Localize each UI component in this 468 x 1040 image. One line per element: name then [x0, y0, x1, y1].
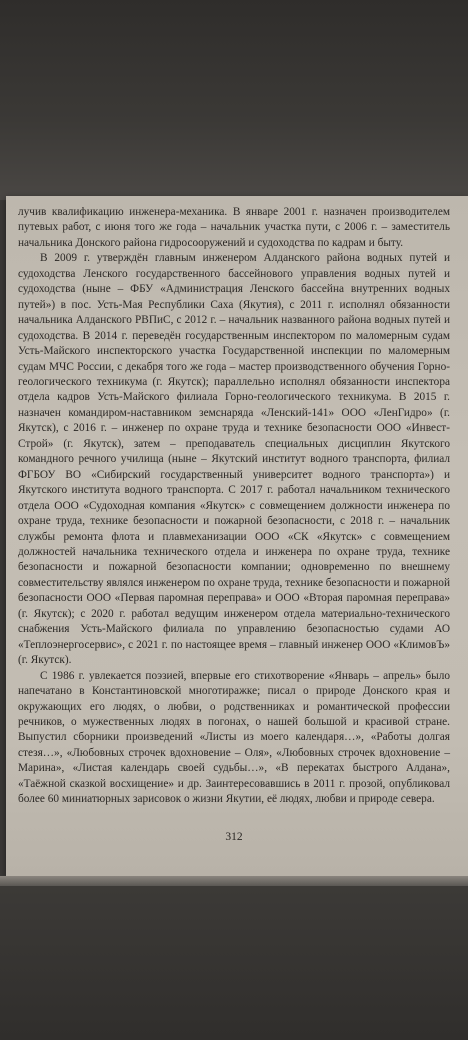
- background-bottom: [0, 886, 468, 1040]
- page-number: 312: [225, 831, 243, 843]
- page-text: [18, 205, 450, 808]
- paragraph-3: С 1986 г. увлекается поэзией, впервые его стихотворение «Январь – апрель» было напечатано в Константиновской многотиражке; писал о природе Донского края и окружающих его людях, о любви, о родственниках и романтической профессии речников, о мужественных людях в погонах, о нашей большой и красивой стране. Выпустил сборники произведений «Листы из моего календаря…», «Работы долгая стезя…», «Любовных строчек вдохновение – Оля», «Любовных строчек вдохновение – Марина», «Листая календарь своей судьбы…», «В перекатах быстрого Алдана», «Таёжной сказкой восхищение» и др. Заинтересовавшись в 2011 г. прозой, опубликовал более 60 миниатюрных зарисовок о жизни Якутии, её людях, любви и природе севера.: [18, 669, 450, 806]
- background-top: [0, 0, 468, 200]
- paragraph-1: лучив квалификацию инженера-механика. В январе 2001 г. назначен производителем путевых работ, с июня того же года – начальник участка пути, с 2006 г. – заместитель начальника Донского района гидросооружений и судоходства по кадрам и быту.: [18, 206, 450, 249]
- page-edge: [0, 876, 468, 886]
- paragraph-2: В 2009 г. утверждён главным инженером Алданского района водных путей и судоходства Ленского государственного бассейнового управления водных путей и судоходства (ныне – ФБУ «Администрация Ленского бассейна внутренних водных путей») в пос. Усть-Мая Республики Саха (Якутия), с 2011 г. исполнял обязанности начальника Алданского РВПиС, с 2012 г. – начальник названного района водных путей и судоходства. В 2014 г. переведён государственным инспектором по маломерным судам Усть-Майского инспекторского участка Государственной инспекции по маломерным судам МЧС России, с декабря того же года – мастер производственного обучения Горно-геологического техникума (г. Якутск); параллельно исполнял обязанности инспектора отдела кадров Усть-Майского филиала Горно-геологического техникума. В 2015 г. назначен командиром-наставником земснаряда «Ленский-141» ООО «ЛенГидро» (г. Якутск), с 2016 г. – инженер по охране труда и технике безопасности ООО «Инвест-Строй» (г. Якутск), затем – преподаватель специальных дисциплин Якутского командного речного училища (ныне – Якутский институт водного транспорта, филиал ФГБОУ ВО «Сибирский государственный университет водного транспорта») и Якутского института водного транспорта. С 2017 г. работал начальником технического отдела ООО «Судоходная компания «Якутск» с совмещением должности инженера по охране труда, технике безопасности и пожарной безопасности, с 2018 г. – начальник службы ремонта флота и плавмеханизации ООО «СК «Якутск» с совмещением должностей начальника технического отдела и инженера по охране труда, технике безопасности и пожарной безопасности компании; одновременно по внешнему совместительству являлся инженером по охране труда, технике безопасности и пожарной безопасности ООО «Первая паромная переправа» и ООО «Вторая паромная переправа» (г. Якутск); с 2020 г. работал ведущим инженером отдела материально-технического снабжения Усть-Майского филиала по управлению безопасностью судами АО «Теплоэнергосервис», с 2021 г. по настоящее время – главный инженер ООО «КлимовЪ» (г. Якутск).: [18, 252, 450, 667]
